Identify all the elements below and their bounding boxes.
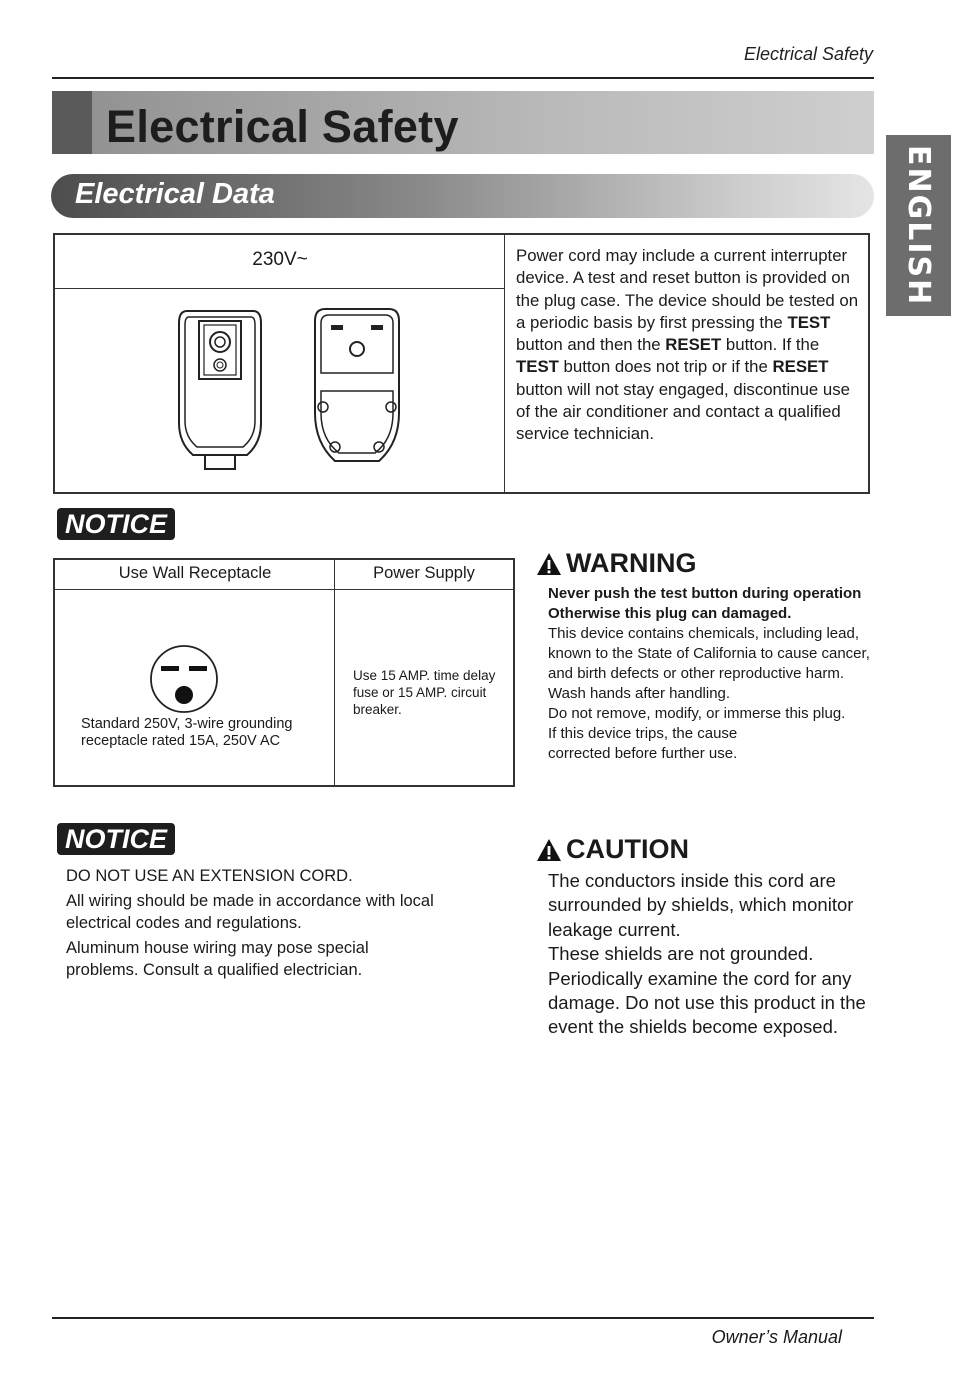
cord-text-part: Power cord may include a current interrupter device. A test and reset button is provided on the plug case. The device should be tested on a periodic basis by first pressing the <box>516 246 859 332</box>
warning-bold-line: Otherwise this plug can damaged. <box>548 605 792 622</box>
header-rule <box>52 77 874 79</box>
section-title-bar <box>51 174 874 218</box>
notice-line: All wiring should be made in accordance with local electrical codes and regulations. <box>66 891 434 932</box>
warning-heading-text: WARNING <box>566 548 697 578</box>
table-divider <box>334 560 335 785</box>
notice-line: DO NOT USE AN EXTENSION CORD. <box>66 867 353 885</box>
footer-rule <box>52 1317 874 1319</box>
test-keyword: TEST <box>516 357 559 377</box>
cord-text-part: button and then the <box>516 335 666 355</box>
warning-triangle-icon <box>536 552 562 576</box>
column-header-power: Power Supply <box>373 564 475 582</box>
language-tab-label: ENGLISH <box>901 144 936 307</box>
page-title-bar <box>52 91 874 154</box>
caution-line: The conductors inside this cord are surrounded by shields, which monitor leakage current. <box>548 870 854 940</box>
running-header: Electrical Safety <box>743 44 873 64</box>
caution-line: These shields are not grounded. Periodically examine the cord for any damage. Do not use this product in the event the shields become exposed. <box>548 943 866 1038</box>
language-tab <box>886 135 951 316</box>
receptacle-spec: Standard 250V, 3-wire grounding receptacle rated 15A, 250V AC <box>81 716 293 749</box>
cord-text-part: button does not trip or if the <box>558 357 773 377</box>
warning-bold-line: Never push the test button during operation <box>548 585 862 602</box>
page-title: Electrical Safety <box>106 101 459 152</box>
notice-label: NOTICE <box>57 508 175 540</box>
plug-back-icon <box>309 303 405 473</box>
reset-keyword: RESET <box>665 335 722 355</box>
receptacle-icon <box>149 644 219 714</box>
test-keyword: TEST <box>787 312 831 332</box>
notice-line: Aluminum house wiring may pose special problems. Consult a qualified electrician. <box>66 938 369 979</box>
column-header-receptacle: Use Wall Receptacle <box>118 564 272 582</box>
notice-body <box>66 865 466 984</box>
electrical-data-table <box>53 233 870 494</box>
title-accent-block <box>52 91 92 154</box>
warning-line: This device contains chemicals, including lead, known to the State of California to cause cancer, and birth defects or other reproductive harm. <box>548 625 870 682</box>
table-divider <box>55 589 513 590</box>
caution-heading <box>536 834 689 865</box>
caution-heading-text: CAUTION <box>566 834 689 864</box>
power-supply-spec: Use 15 AMP. time delay fuse or 15 AMP. circuit breaker. <box>353 668 496 717</box>
reset-keyword: RESET <box>772 357 829 377</box>
section-title: Electrical Data <box>75 178 275 210</box>
cord-text-part: button will not stay engaged, discontinue use of the air conditioner and contact a qualified service technician. <box>516 379 850 444</box>
notice-label: NOTICE <box>57 823 175 855</box>
warning-heading <box>536 548 697 579</box>
voltage-label: 230V~ <box>252 249 308 270</box>
cord-text-part: button. If the <box>721 335 820 355</box>
caution-body <box>548 869 878 1040</box>
warning-line: Wash hands after handling. <box>548 685 731 702</box>
table-divider <box>55 288 505 289</box>
warning-body <box>548 584 878 764</box>
table-divider <box>504 235 505 492</box>
warning-triangle-icon <box>536 838 562 862</box>
cord-description <box>516 245 864 446</box>
warning-line: Do not remove, modify, or immerse this plug. <box>548 705 846 722</box>
footer-text: Owner’s Manual <box>711 1327 842 1347</box>
plug-front-icon <box>175 303 265 473</box>
warning-line: If this device trips, the cause corrected before further use. <box>548 725 738 762</box>
receptacle-table <box>53 558 515 787</box>
